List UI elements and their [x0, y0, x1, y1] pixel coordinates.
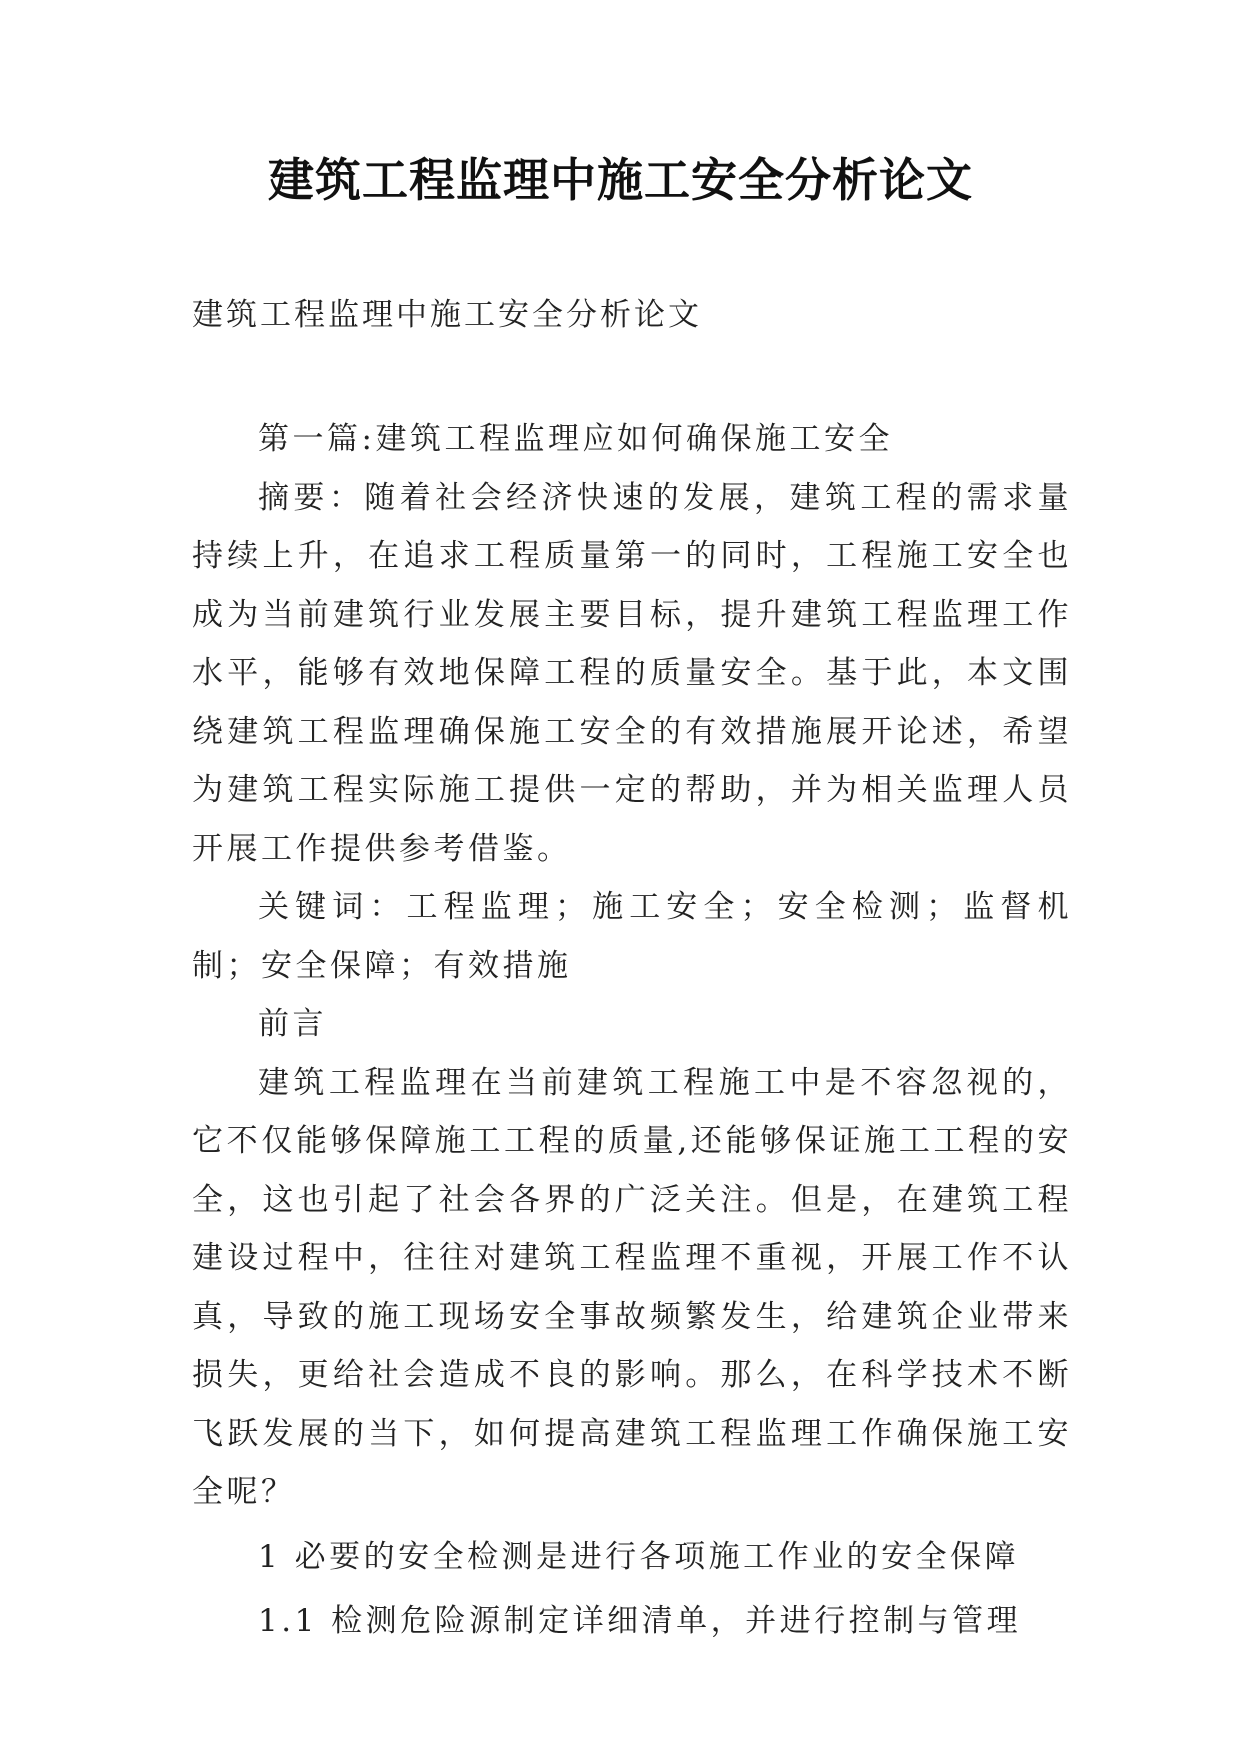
- keywords-paragraph: 关键词：工程监理；施工安全；安全检测；监督机制；安全保障；有效措施: [192, 889, 1072, 984]
- document-subtitle: 建筑工程监理中施工安全分析论文: [192, 297, 702, 333]
- abstract-paragraph: 摘要：随着社会经济快速的发展，建筑工程的需求量持续上升，在追求工程质量第一的同时，工程施工安全也成为当前建筑行业发展主要目标，提升建筑工程监理工作水平，能够有效地保障工程的质量安全。基于此，本文围绕建筑工程监理确保施工安全的有效措施展开论述，希望为建筑工程实际施工提供一定的帮助，并为相关监理人员开展工作提供参考借鉴。: [192, 479, 1072, 867]
- section-heading: 第一篇:建筑工程监理应如何确保施工安全: [258, 421, 893, 457]
- document-body: [192, 410, 1072, 1651]
- subsection-heading: 1.1 检测危险源制定详细清单，并进行控制与管理: [258, 1603, 1022, 1639]
- document-title: 建筑工程监理中施工安全分析论文: [268, 153, 973, 207]
- preface-paragraph: 建筑工程监理在当前建筑工程施工中是不容忽视的，它不仅能够保障施工工程的质量,还能够保证施工工程的安全，这也引起了社会各界的广泛关注。但是，在建筑工程建设过程中，往往对建筑工程监理不重视，开展工作不认真，导致的施工现场安全事故频繁发生，给建筑企业带来损失，更给社会造成不良的影响。那么，在科学技术不断飞跃发展的当下，如何提高建筑工程监理工作确保施工安全呢？: [192, 1064, 1072, 1510]
- preface-heading: 前言: [258, 1006, 327, 1042]
- chapter-heading: 1 必要的安全检测是进行各项施工作业的安全保障: [258, 1538, 1020, 1575]
